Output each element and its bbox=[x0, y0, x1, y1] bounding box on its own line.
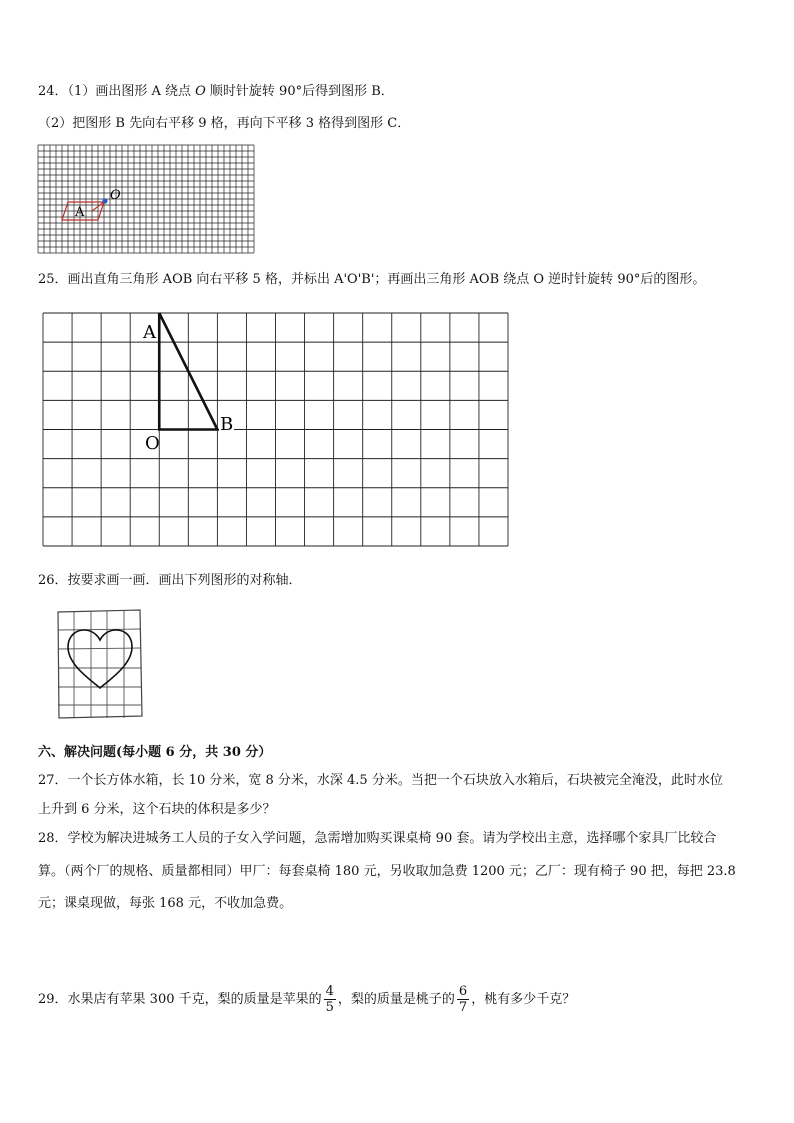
q29-frac1-den: 5 bbox=[325, 1000, 334, 1015]
q25-label-o: O bbox=[145, 433, 160, 454]
q29-part1: 29．水果店有苹果 300 千克，梨的质量是苹果的 bbox=[38, 992, 322, 1007]
q25-grid bbox=[43, 313, 508, 546]
q28-line3: 元；课桌现做，每张 168 元，不收加急费。 bbox=[38, 896, 293, 911]
q24-grid bbox=[38, 145, 254, 253]
q26-heart-figure bbox=[54, 608, 144, 720]
q27-line1: 27．一个长方体水箱，长 10 分米，宽 8 分米，水深 4.5 分米。当把一个石块放入水箱后，石块被完全淹没，此时水位 bbox=[38, 773, 723, 788]
q25-label-b: B bbox=[220, 414, 234, 435]
q24-grid-figure bbox=[38, 145, 254, 255]
q27-line2: 上升到 6 分米，这个石块的体积是多少？ bbox=[38, 802, 276, 817]
q24-line1-b: 顺时针旋转 90°后得到图形 B． bbox=[205, 84, 394, 99]
q29-frac1-num: 4 bbox=[325, 984, 334, 999]
q24-point-o: O bbox=[195, 84, 206, 99]
q28-line1: 28．学校为解决进城务工人员的子女入学问题，急需增加购买课桌椅 90 套。请为学校出主意，选择哪个家具厂比较合 bbox=[38, 831, 717, 846]
q29-frac2-num: 6 bbox=[458, 984, 468, 999]
q26-grid bbox=[58, 611, 141, 718]
q24-point-o-dot bbox=[102, 198, 107, 203]
q29-fraction-4-5 bbox=[324, 984, 336, 1015]
q29-frac2-den: 7 bbox=[458, 1000, 468, 1015]
q24-label-o: O bbox=[110, 188, 121, 203]
q24-line1 bbox=[38, 83, 394, 101]
q25-label-a: A bbox=[143, 322, 156, 343]
q24-line1-a: 24．（1）画出图形 A 绕点 bbox=[38, 84, 196, 99]
q29-part2: ，梨的质量是桃子的 bbox=[337, 992, 455, 1007]
q26-grid-border bbox=[58, 610, 142, 718]
q24-label-a: A bbox=[75, 205, 85, 220]
q25-grid-figure bbox=[43, 313, 508, 546]
q29-part3: ，桃有多少千克？ bbox=[471, 992, 576, 1007]
q29-line bbox=[38, 983, 575, 1017]
q28-line2: 算。（两个厂的规格、质量都相同）甲厂：每套桌椅 180 元，另收取加急费 1200 元；乙厂：现有椅子 90 把，每把 23.8 bbox=[38, 864, 736, 879]
q29-fraction-6-7 bbox=[457, 984, 469, 1015]
q26-heart-shape bbox=[68, 630, 132, 688]
q24-line2: （2）把图形 B 先向右平移 9 格，再向下平移 3 格得到图形 C． bbox=[38, 116, 411, 131]
section6-title: 六、解决问题(每小题 6 分，共 30 分） bbox=[38, 745, 272, 760]
q25-text: 25．画出直角三角形 AOB 向右平移 5 格，并标出 A'O'B'；再画出三角形 AOB 绕点 O 逆时针旋转 90°后的图形。 bbox=[38, 272, 706, 287]
q26-text: 26．按要求画一画．画出下列图形的对称轴． bbox=[38, 573, 302, 588]
